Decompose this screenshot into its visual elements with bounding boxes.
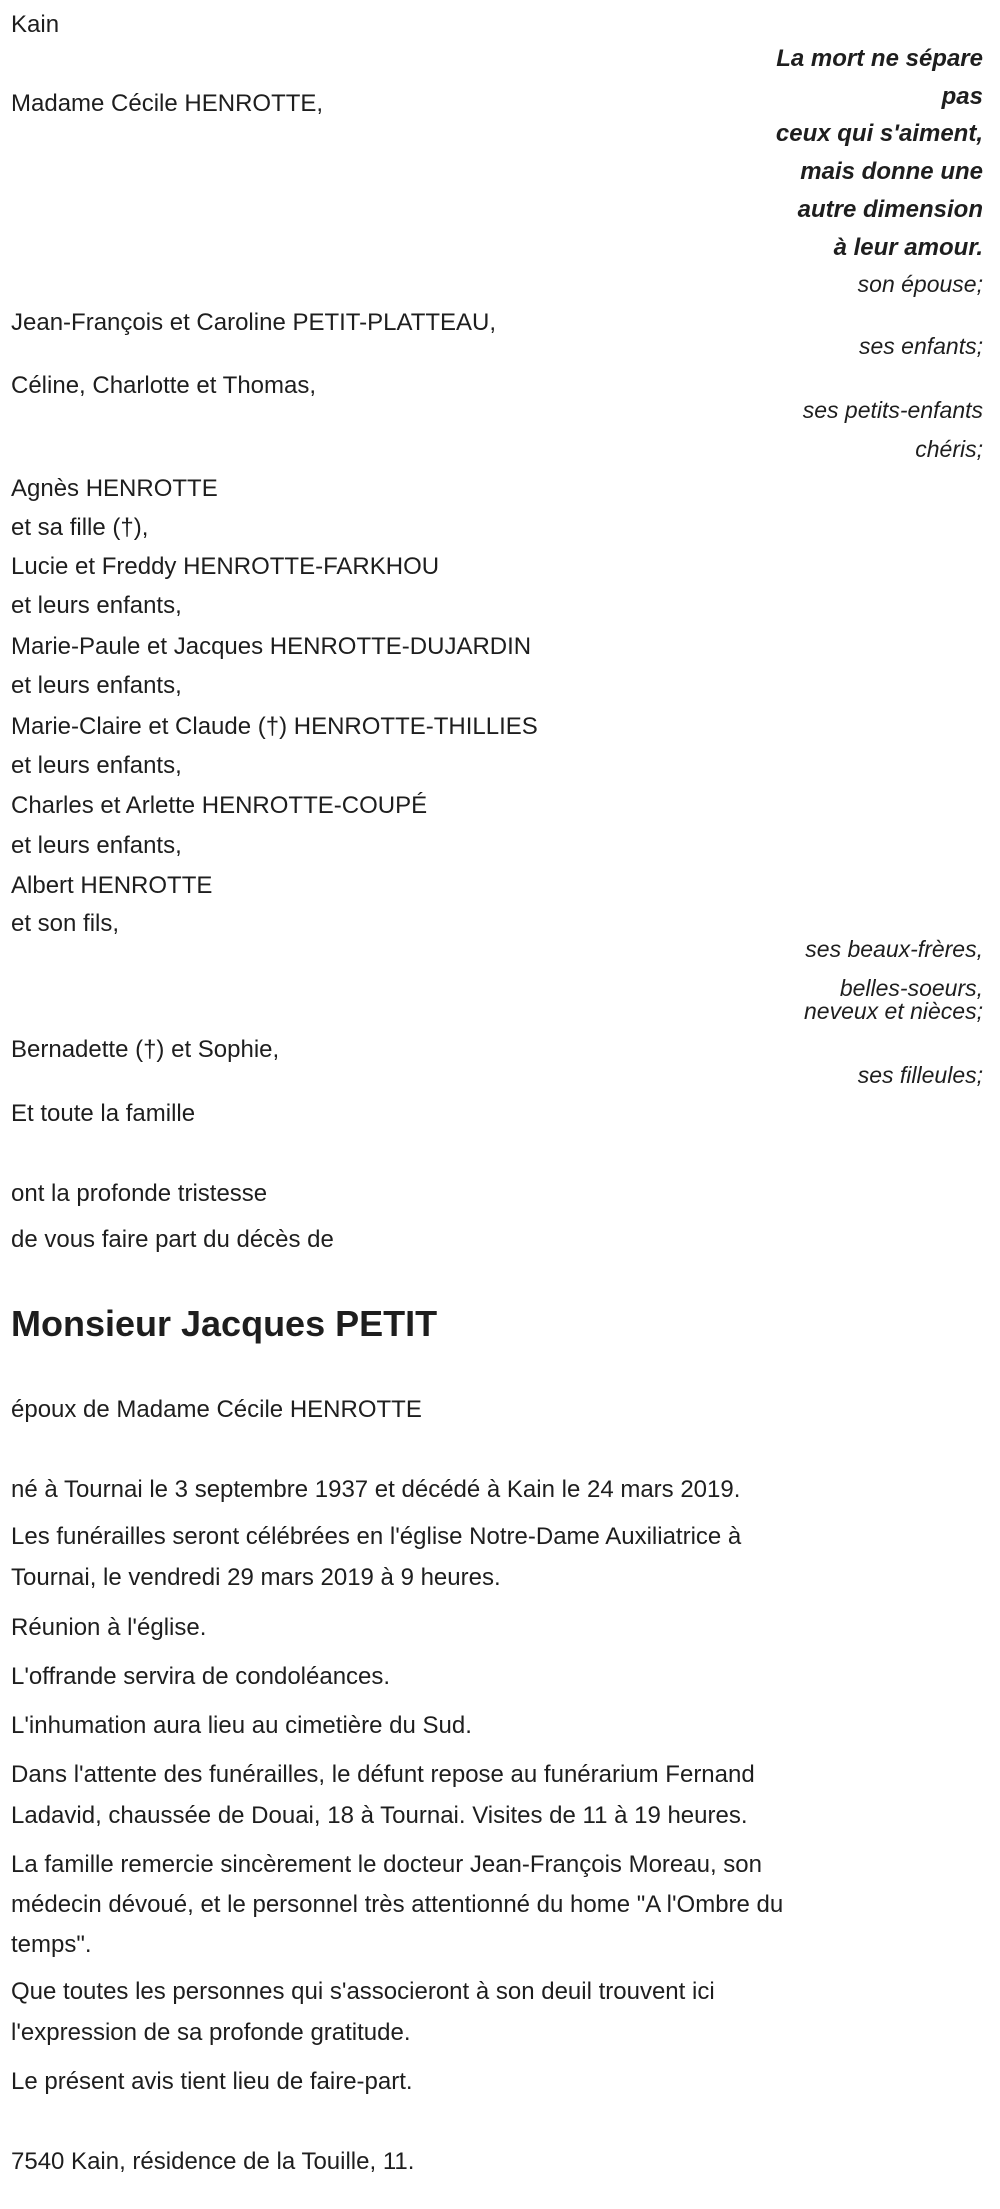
detail-line: Dans l'attente des funérailles, le défunt repose au funérarium Fernand <box>11 1761 755 1788</box>
family-name: et son fils, <box>11 910 120 937</box>
family-relation: ses enfants; <box>858 333 983 359</box>
family-name: Albert HENROTTE <box>11 872 213 899</box>
detail-line: né à Tournai le 3 septembre 1937 et décédé à Kain le 24 mars 2019. <box>11 1476 741 1503</box>
family-name: Jean-François et Caroline PETIT-PLATTEAU, <box>11 309 497 336</box>
deceased-name: Monsieur Jacques PETIT <box>11 1303 438 1344</box>
family-name: et leurs enfants, <box>11 752 182 779</box>
quote-line: pas <box>941 83 983 110</box>
family-name: Madame Cécile HENROTTE, <box>11 90 324 117</box>
family-name: et leurs enfants, <box>11 832 182 859</box>
quote-line: à leur amour. <box>833 234 983 261</box>
family-relation: chéris; <box>915 436 983 462</box>
family-name: et leurs enfants, <box>11 672 182 699</box>
family-name: Et toute la famille <box>11 1100 196 1127</box>
quote-line: La mort ne sépare <box>776 45 983 72</box>
family-name: Agnès HENROTTE <box>11 475 218 502</box>
detail-line: l'expression de sa profonde gratitude. <box>11 2019 411 2046</box>
detail-line: Les funérailles seront célébrées en l'église Notre-Dame Auxiliatrice à <box>11 1523 742 1550</box>
family-name: Céline, Charlotte et Thomas, <box>11 372 317 399</box>
detail-line: Ladavid, chaussée de Douai, 18 à Tournai. Visites de 11 à 19 heures. <box>11 1802 748 1829</box>
family-name: et sa fille (†), <box>11 514 149 541</box>
detail-line: Que toutes les personnes qui s'associeront à son deuil trouvent ici <box>11 1978 715 2005</box>
intro-line: de vous faire part du décès de <box>11 1226 334 1253</box>
detail-line: L'inhumation aura lieu au cimetière du Sud. <box>11 1712 472 1739</box>
family-name: Lucie et Freddy HENROTTE-FARKHOU <box>11 553 440 580</box>
detail-line: La famille remercie sincèrement le docteur Jean-François Moreau, son <box>11 1851 762 1878</box>
detail-line: Tournai, le vendredi 29 mars 2019 à 9 heures. <box>11 1564 501 1591</box>
spouse-line: époux de Madame Cécile HENROTTE <box>11 1396 422 1423</box>
family-name: et leurs enfants, <box>11 592 182 619</box>
family-name: Charles et Arlette HENROTTE-COUPÉ <box>11 792 428 819</box>
family-relation: belles-soeurs, <box>839 975 983 1001</box>
family-name: Bernadette (†) et Sophie, <box>11 1036 280 1063</box>
family-relation: ses petits-enfants <box>802 397 983 423</box>
quote-line: autre dimension <box>797 196 983 223</box>
detail-line: médecin dévoué, et le personnel très attentionné du home "A l'Ombre du <box>11 1891 784 1918</box>
detail-line: Le présent avis tient lieu de faire-part. <box>11 2068 413 2095</box>
place: Kain <box>11 11 60 38</box>
address: 7540 Kain, résidence de la Touille, 11. <box>11 2148 415 2175</box>
detail-line: L'offrande servira de condoléances. <box>11 1663 391 1690</box>
family-relation: son épouse; <box>857 271 983 297</box>
family-relation: ses filleules; <box>857 1062 983 1088</box>
family-name: Marie-Paule et Jacques HENROTTE-DUJARDIN <box>11 633 532 660</box>
quote-line: mais donne une <box>800 158 983 185</box>
intro-line: ont la profonde tristesse <box>11 1180 268 1207</box>
detail-line: temps". <box>11 1931 92 1958</box>
family-name: Marie-Claire et Claude (†) HENROTTE-THILLIES <box>11 713 538 740</box>
family-relation: ses beaux-frères, <box>805 936 983 962</box>
family-relation: neveux et nièces; <box>803 998 983 1024</box>
detail-line: Réunion à l'église. <box>11 1614 207 1641</box>
quote-line: ceux qui s'aiment, <box>775 120 983 147</box>
